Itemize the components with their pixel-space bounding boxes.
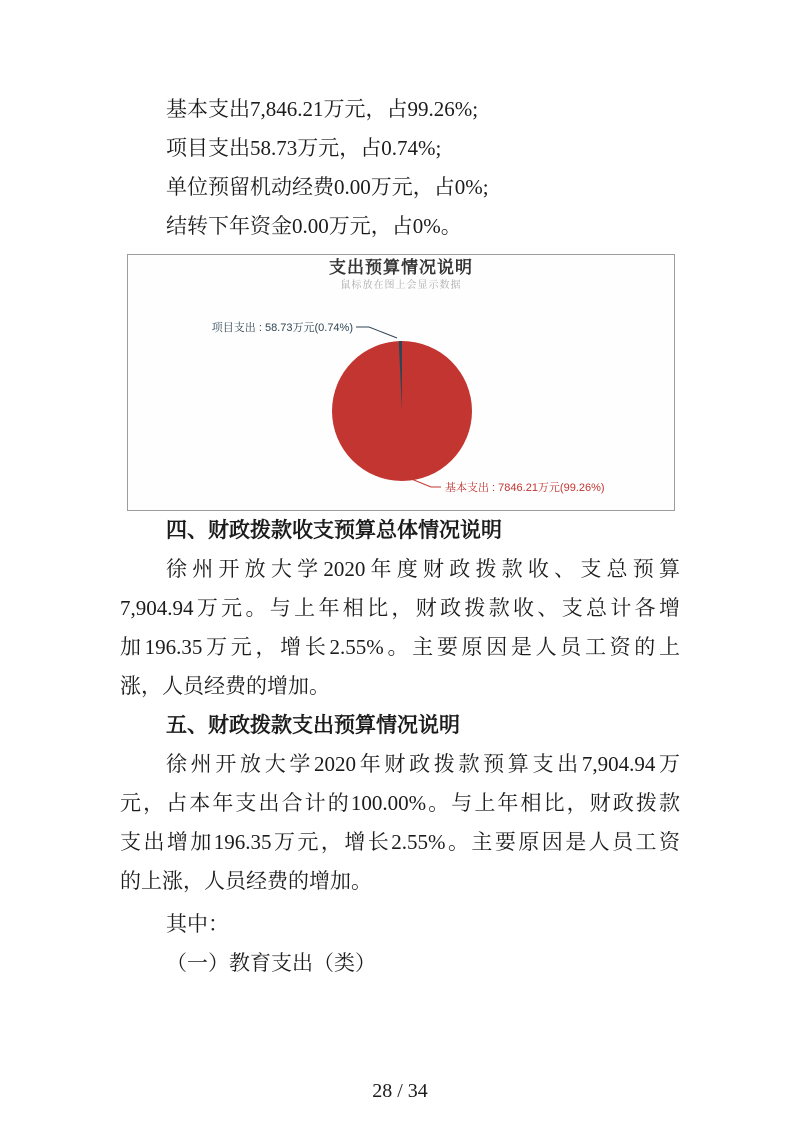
section-heading-4: 四、财政拨款收支预算总体情况说明 bbox=[166, 519, 502, 542]
section-4-paragraph bbox=[120, 550, 680, 706]
pie-chart-canvas bbox=[128, 255, 674, 510]
intro-line-carryover-funds: 结转下年资金0.00万元，占0%。 bbox=[166, 214, 462, 238]
paragraph-line: 加196.35万元，增长2.55%。主要原因是人员工资的上 bbox=[120, 635, 680, 659]
paragraph-line: 徐州开放大学2020年财政拨款预算支出7,904.94万 bbox=[166, 752, 680, 776]
expenditure-budget-pie-chart bbox=[127, 254, 675, 511]
intro-line-project-expenditure: 项目支出58.73万元，占0.74%; bbox=[166, 136, 442, 160]
section-5-paragraph bbox=[120, 745, 680, 901]
education-expenditure-line: （一）教育支出（类） bbox=[166, 951, 376, 975]
paragraph-line: 涨，人员经费的增加。 bbox=[120, 674, 330, 698]
paragraph-line: 支出增加196.35万元，增长2.55%。主要原因是人员工资 bbox=[120, 830, 680, 854]
intro-line-basic-expenditure: 基本支出7,846.21万元，占99.26%; bbox=[166, 97, 479, 121]
paragraph-line: 的上涨，人员经费的增加。 bbox=[120, 869, 372, 893]
pie-label-project-expenditure: 项目支出 : 58.73万元(0.74%) bbox=[211, 322, 353, 334]
chart-title: 支出预算情况说明 bbox=[329, 258, 473, 277]
chart-subtitle: 鼠标放在图上会显示数据 bbox=[340, 280, 462, 291]
paragraph-line: 徐州开放大学2020年度财政拨款收、支总预算 bbox=[166, 557, 680, 581]
pie-label-basic-expenditure: 基本支出 : 7846.21万元(99.26%) bbox=[445, 482, 605, 494]
intro-line-reserved-funds: 单位预留机动经费0.00万元，占0%; bbox=[166, 175, 489, 199]
section-heading-5: 五、财政拨款支出预算情况说明 bbox=[166, 714, 460, 737]
page-number: 28 / 34 bbox=[372, 1080, 428, 1102]
paragraph-line: 7,904.94万元。与上年相比，财政拨款收、支总计各增 bbox=[120, 596, 680, 620]
label-leader-line-project bbox=[356, 327, 397, 338]
among-which-line: 其中： bbox=[166, 912, 229, 936]
paragraph-line: 元，占本年支出合计的100.00%。与上年相比，财政拨款 bbox=[120, 791, 680, 815]
